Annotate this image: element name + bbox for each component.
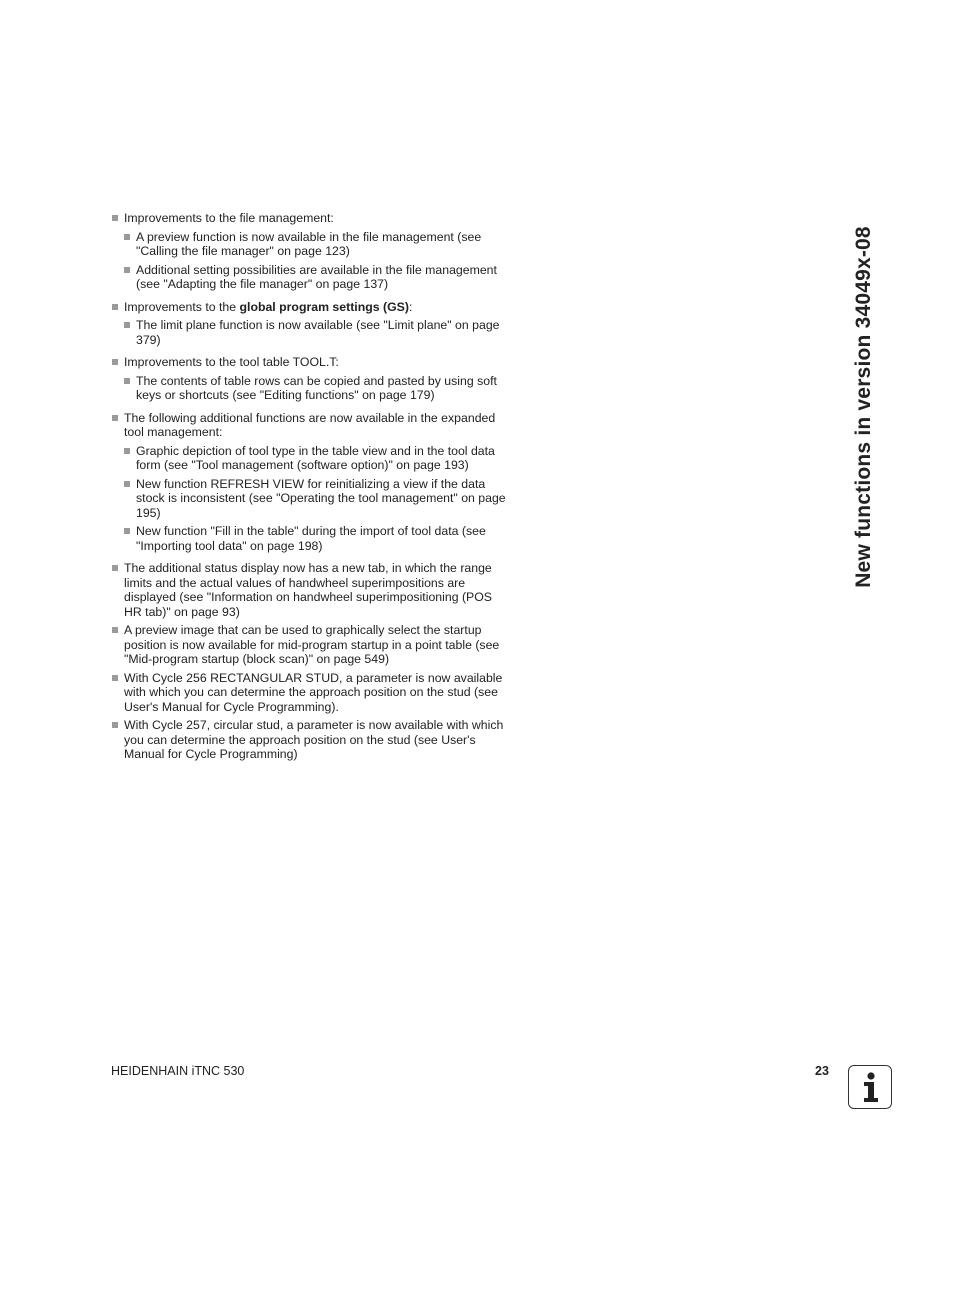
list-item-text: Improvements to the tool table TOOL.T: [124,355,339,369]
square-bullet-icon [112,722,118,728]
square-bullet-icon [112,565,118,571]
page-number: 23 [815,1064,829,1078]
list-item-preview-image [111,623,511,667]
feature-list [111,211,511,766]
info-icon-glyph [849,1066,893,1110]
list-item-text: With Cycle 256 RECTANGULAR STUD, a parameter is now available with which you can determine the approach position on the stud (see User's Manual for Cycle Programming). [124,670,503,714]
list-item-global-program-settings [111,300,511,315]
list-item-text: The additional status display now has a new tab, in which the range limits and the actual values of handwheel superimpositions are displayed (see "Information on handwheel superimpositioning (POS HR tab)" on page 93) [124,561,493,619]
sub-list-item-text: Additional setting possibilities are available in the file management (see "Adapting the file manager" on page 137) [136,262,497,291]
sub-list-item-text: New function REFRESH VIEW for reinitializing a view if the data stock is inconsistent (see "Operating the tool management" on page 195) [136,476,506,520]
sub-list-item [111,444,511,473]
square-bullet-icon [124,267,130,273]
square-bullet-icon [112,304,118,310]
square-bullet-icon [124,448,130,454]
sub-list-item-text: Graphic depiction of tool type in the table view and in the tool data form (see "Tool management (software option)" on page 193) [136,443,495,472]
square-bullet-icon [112,627,118,633]
list-item-cycle-256 [111,671,511,715]
list-item-text-before: Improvements to the [124,299,240,314]
list-item-tool-management [111,411,511,440]
sub-list-item [111,318,511,347]
sub-list-item-text: A preview function is now available in the file management (see "Calling the file manager" on page 123) [136,229,482,258]
square-bullet-icon [124,481,130,487]
sub-list-item [111,524,511,553]
list-item-tool-table [111,355,511,370]
square-bullet-icon [112,215,118,221]
sub-list-item [111,230,511,259]
sub-list-item [111,477,511,521]
list-item-text-bold: global program settings (GS) [239,299,409,314]
list-item-text: With Cycle 257, circular stud, a parameter is now available with which you can determine the approach position on the stud (see User's Manual for Cycle Programming) [124,718,504,761]
square-bullet-icon [124,378,130,384]
list-item-cycle-257 [111,718,511,762]
list-item-status-display [111,561,511,619]
square-bullet-icon [124,528,130,534]
square-bullet-icon [112,359,118,365]
chapter-side-title-text: New functions in version 34049x-08 [852,226,875,588]
square-bullet-icon [124,234,130,240]
list-item-file-management [111,211,511,226]
footer-product-name: HEIDENHAIN iTNC 530 [111,1064,245,1078]
sub-list-item-text: The contents of table rows can be copied and pasted by using soft keys or shortcuts (see "Editing functions" on page 179) [136,373,497,402]
info-icon [848,1065,892,1109]
square-bullet-icon [112,415,118,421]
square-bullet-icon [124,322,130,328]
sub-list-item-text: The limit plane function is now available (see "Limit plane" on page 379) [136,318,500,347]
list-item-text: A preview image that can be used to graphically select the startup position is now available for mid-program startup in a point table (see "Mid-program startup (block scan)" on page 549) [124,623,500,666]
list-item-text: Improvements to the file management: [124,211,334,225]
sub-list-item [111,263,511,292]
square-bullet-icon [112,675,118,681]
list-item-text-after: : [408,299,413,314]
sub-list-item [111,374,511,403]
sub-list-item-text: New function "Fill in the table" during the import of tool data (see "Importing tool data" on page 198) [136,524,486,553]
list-item-text: The following additional functions are now available in the expanded tool management: [124,410,496,439]
